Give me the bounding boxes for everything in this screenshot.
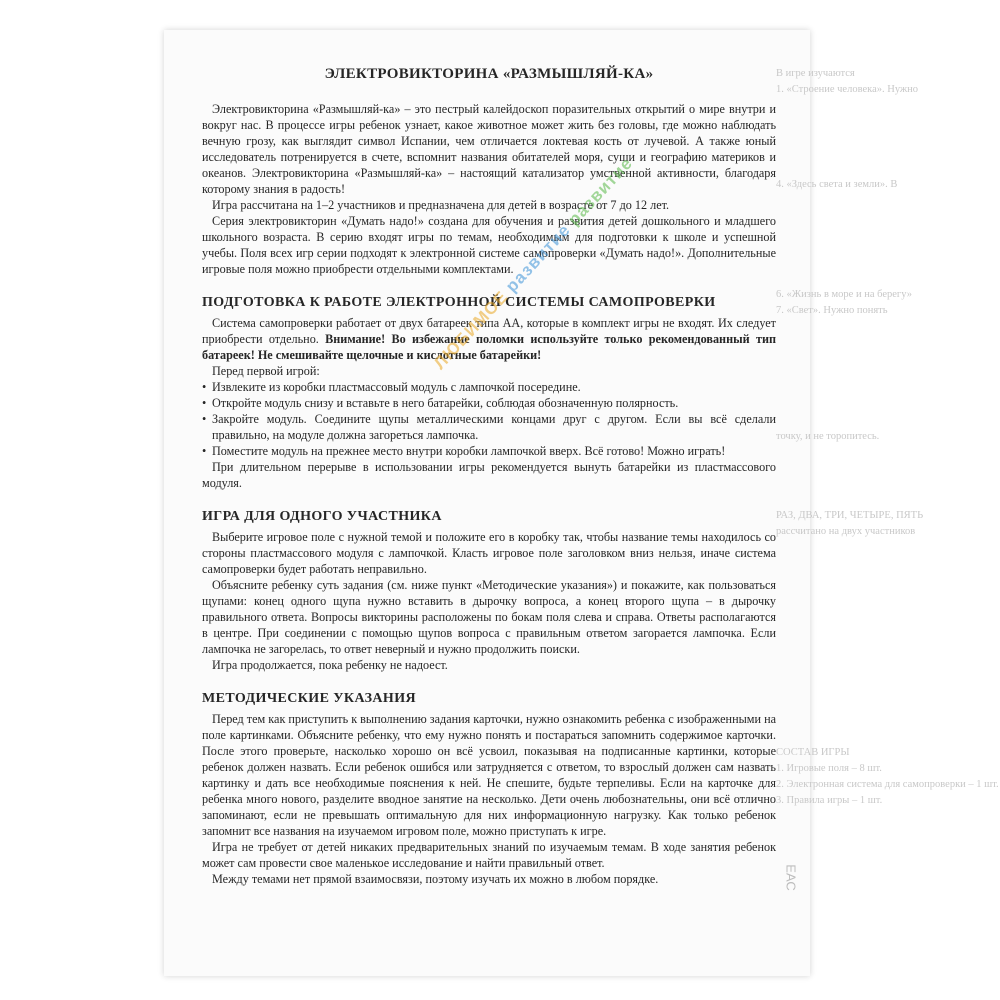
bleed-line xyxy=(776,445,936,461)
watermark-part-1: ЛЮБИМОЕ xyxy=(430,287,512,373)
intro-paragraph-1: Электровикторина «Размышляй-ка» – это пестрый калейдоскоп поразительных открытий о мире внутри и вокруг нас. В процессе игры ребенок узнает, какое животное может жить без головы, где можно наблюдать вечную грозу, как выглядит символ Испании, чем отличается локтевая кость от лучевой. А также юный исследователь потренируется в счете, вспомнит названия обитателей моря, суши и географию материков и океанов. Электровикторина «Размышляй-ка» – настоящий катализатор умственной активности, благодаря которому знания в радость! xyxy=(202,102,776,196)
bleed-line xyxy=(776,666,936,682)
bleed-line xyxy=(776,208,936,224)
bleed-line: рассчитано на двух участников xyxy=(776,526,916,538)
bleed-line xyxy=(776,477,936,493)
bleed-line xyxy=(776,192,936,208)
bleed-line: 1. Игровые поля – 8 шт. xyxy=(776,763,882,775)
bleed-line xyxy=(776,256,936,272)
bleed-line xyxy=(776,224,936,240)
bleed-line xyxy=(776,587,936,603)
bleed-line xyxy=(776,729,936,745)
bleed-line xyxy=(776,461,936,477)
certification-mark: ЕАС xyxy=(783,864,799,891)
bleed-line xyxy=(776,161,936,177)
bleed-line xyxy=(776,350,936,366)
bleed-line xyxy=(776,145,936,161)
bleed-line xyxy=(776,271,936,287)
bleed-line xyxy=(776,682,936,698)
prep-paragraph-1-text: Система самопроверки работает от двух батареек типа АА, которые в комплект игры не входят. Их следует приобрести отдельно. xyxy=(202,316,776,346)
bleed-line: 1. «Строение человека». Нужно xyxy=(776,83,919,95)
bleed-line xyxy=(776,572,936,588)
bleed-line xyxy=(776,113,936,129)
bleed-through-text xyxy=(776,66,999,966)
prep-warning-text: Внимание! Во избежание поломки используйте только рекомендованный тип батареек! Не смешивайте щелочные и кислотные батарейки! xyxy=(202,332,776,362)
bleed-line: 7. «Свет». Нужно понять xyxy=(776,304,888,316)
prep-paragraph-2: Перед первой игрой: xyxy=(212,364,320,378)
prep-steps-list xyxy=(202,379,776,459)
bleed-line xyxy=(776,619,936,635)
instruction-sheet xyxy=(164,30,999,976)
method-paragraph-2: Игра не требует от детей никаких предварительных знаний по изучаемым темам. В ходе занятия ребенок может сам провести свое маленькое исследование и найти правильный ответ. xyxy=(202,840,776,870)
intro-paragraph-2: Игра рассчитана на 1–2 участников и предназначена для детей в возрасте от 7 до 12 лет. xyxy=(212,198,670,212)
bleed-line xyxy=(776,129,936,145)
bleed-line xyxy=(776,98,936,114)
prep-step-item: • Откройте модуль снизу и вставьте в него батарейки, соблюдая обозначенную полярность. xyxy=(202,395,776,411)
bleed-line: СОСТАВ ИГРЫ xyxy=(776,747,850,759)
bleed-line: 2. Электронная система для самопроверки – 1 шт. xyxy=(776,778,999,790)
single-paragraph-1: Выберите игровое поле с нужной темой и положите его в коробку так, чтобы название темы находилось со стороны пластмассового модуля с лампочкой. Класть игровое поле заголовком вниз нельзя, иначе система самопроверки будет работать неправильно. xyxy=(202,530,776,576)
method-paragraph-1: Перед тем как приступить к выполнению задания карточки, нужно ознакомить ребенка с изображенными на поле картинками. Объясните ребенку, что ему нужно понять и постараться запомнить содержимое карточки. После этого проверьте, насколько хорошо он всё усвоил, показывая на подписанные картинки, которые ребенок должен назвать. Если ребенок ошибся или затрудняется с ответом, то взрослый должен сам назвать картинку и дать все необходимые пояснения к ней. Не спешите, будьте терпеливы. Если на карточке для ребенка много нового, разделите вводное занятие на несколько. Дети очень любознательны, они всё отлично запоминают, если не превышать оптимальную для них информационную нагрузку. Как только ребенок запомнит все названия на изучаемом игровом поле, можно приступать к игре. xyxy=(202,712,776,838)
bleed-line xyxy=(776,414,936,430)
single-player-section-heading: ИГРА ДЛЯ ОДНОГО УЧАСТНИКА xyxy=(202,509,442,524)
intro-paragraph-3: Серия электровикторин «Думать надо!» создана для обучения и развития детей дошкольного и младшего школьного возраста. В серию входят игры по темам, необходимым для подготовки к школе и успешной учебы. Поля всех игр серии подходят к электронной системе самопроверки «Думать надо!». Дополнительные игровые поля можно приобрести отдельными комплектами. xyxy=(202,214,776,276)
bleed-line xyxy=(776,382,936,398)
method-paragraph-3: Между темами нет прямой взаимосвязи, поэтому изучать их можно в любом порядке. xyxy=(212,872,659,886)
bleed-line xyxy=(776,540,936,556)
prep-step-item: • Поместите модуль на прежнее место внутри коробки лампочкой вверх. Всё готово! Можно играть! xyxy=(202,443,776,459)
bleed-line xyxy=(776,366,936,382)
bleed-line xyxy=(776,319,936,335)
bleed-line xyxy=(776,335,936,351)
prep-paragraph-3: При длительном перерыве в использовании игры рекомендуется вынуть батарейки из пластмассового модуля. xyxy=(202,460,776,490)
bleed-line xyxy=(776,714,936,730)
bleed-line xyxy=(776,556,936,572)
prep-step-item: • Извлеките из коробки пластмассовый модуль с лампочкой посередине. xyxy=(202,379,776,395)
bleed-line: 4. «Здесь света и земли». В xyxy=(776,178,898,190)
bleed-line xyxy=(776,398,936,414)
single-paragraph-2: Объясните ребенку суть задания (см. ниже пункт «Методические указания») и покажите, как пользоваться щупами: конец одного щупа нужно вставить в дырочку вопроса, а конец второго щупа – в дырочку правильного ответа. Вопросы викторины расположены по бокам поля слева и справа. Ответы располагаются в центре. При соединении с помощью щупов вопроса с правильным ответом загорается лампочка. Если лампочка не загорелась, то ответ неверный и нужно продолжить поиски. xyxy=(202,578,776,656)
bleed-line: В игре изучаются xyxy=(776,68,855,79)
watermark-part-2: развитие xyxy=(501,220,575,296)
document-title: ЭЛЕКТРОВИКТОРИНА «РАЗМЫШЛЯЙ-КА» xyxy=(324,66,654,82)
bleed-line xyxy=(776,635,936,651)
bleed-line: точку, и не торопитесь. xyxy=(776,431,880,443)
document-body xyxy=(202,66,776,887)
bleed-line: 6. «Жизнь в море и на берегу» xyxy=(776,289,912,301)
prep-section-heading: ПОДГОТОВКА К РАБОТЕ ЭЛЕКТРОННОЙ СИСТЕМЫ САМОПРОВЕРКИ xyxy=(202,295,716,310)
method-section-heading: МЕТОДИЧЕСКИЕ УКАЗАНИЯ xyxy=(202,691,416,706)
bleed-line xyxy=(776,603,936,619)
bleed-line xyxy=(776,240,936,256)
bleed-line xyxy=(776,698,936,714)
bleed-line xyxy=(776,493,936,509)
prep-step-item: • Закройте модуль. Соедините щупы металлическими концами друг с другом. Если вы всё сделали правильно, на модуле должна загореться лампочка. xyxy=(202,411,776,443)
bleed-line xyxy=(776,650,936,666)
watermark-part-3: развитие xyxy=(564,153,637,230)
single-paragraph-3: Игра продолжается, пока ребенку не надоест. xyxy=(212,658,448,672)
bleed-line: 3. Правила игры – 1 шт. xyxy=(776,794,883,806)
bleed-line: РАЗ, ДВА, ТРИ, ЧЕТЫРЕ, ПЯТЬ xyxy=(776,510,924,522)
